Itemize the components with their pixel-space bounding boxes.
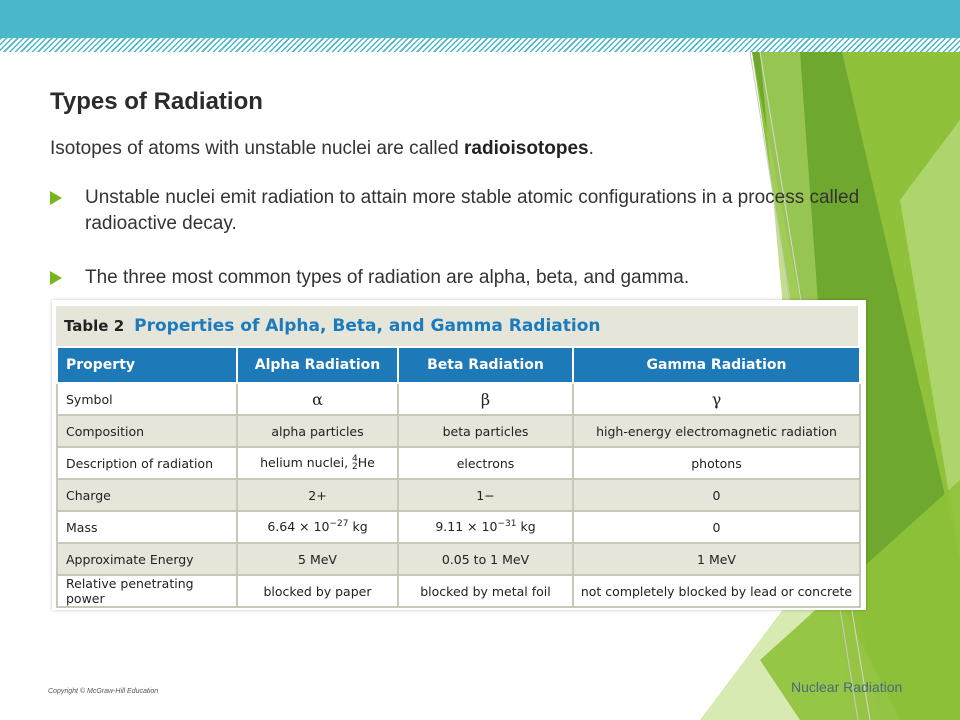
cell-alpha [237, 511, 398, 543]
beta-mass-exponent: −31 [497, 519, 517, 530]
header-beta: Beta Radiation [398, 347, 573, 383]
bullet-text: The three most common types of radiation are alpha, beta, and gamma. [85, 267, 690, 288]
intro-end: . [588, 138, 594, 159]
table-row [57, 575, 860, 607]
bullet-item [50, 265, 905, 291]
table-caption [56, 306, 858, 346]
cell-property: Symbol [57, 383, 237, 415]
cell-property: Composition [57, 415, 237, 447]
alpha-description-text: helium nuclei, [260, 454, 353, 470]
footer-topic: Nuclear Radiation [791, 679, 903, 695]
cell-beta: β [398, 383, 573, 415]
table-row [57, 543, 860, 575]
cell-beta: electrons [398, 447, 573, 479]
cell-gamma: high-energy electromagnetic radiation [573, 415, 860, 447]
cell-alpha: 5 MeV [237, 543, 398, 575]
cell-beta [398, 511, 573, 543]
cell-alpha: α [237, 383, 398, 415]
table-title: Properties of Alpha, Beta, and Gamma Radiation [134, 316, 601, 336]
intro-text: Isotopes of atoms with unstable nuclei are called [50, 138, 465, 159]
cell-gamma: γ [573, 383, 860, 415]
bullet-item [50, 185, 905, 237]
cell-gamma: 0 [573, 511, 860, 543]
cell-gamma: not completely blocked by lead or concrete [573, 575, 860, 607]
table-row [57, 479, 860, 511]
cell-gamma: 0 [573, 479, 860, 511]
cell-property: Approximate Energy [57, 543, 237, 575]
cell-alpha: blocked by paper [237, 575, 398, 607]
cell-property: Charge [57, 479, 237, 511]
atomic-number: 2 [352, 462, 358, 473]
element-symbol: He [357, 454, 375, 470]
cell-beta: beta particles [398, 415, 573, 447]
header-alpha: Alpha Radiation [237, 347, 398, 383]
properties-table [56, 346, 861, 608]
cell-gamma: photons [573, 447, 860, 479]
beta-mass-unit: kg [516, 519, 536, 535]
alpha-mass-unit: kg [348, 519, 368, 535]
bullet-text: Unstable nuclei emit radiation to attain more stable atomic configurations in a process called radioactive decay. [85, 187, 860, 234]
table-number: Table 2 [64, 317, 125, 335]
beta-mass-base: 9.11 × 10 [435, 519, 498, 535]
table-row [57, 415, 860, 447]
intro-paragraph [50, 138, 594, 160]
copyright-notice: Copyright © McGraw-Hill Education [48, 688, 159, 695]
cell-gamma: 1 MeV [573, 543, 860, 575]
bullet-arrow-icon [50, 191, 62, 205]
cell-beta: 1− [398, 479, 573, 511]
cell-beta: 0.05 to 1 MeV [398, 543, 573, 575]
mass-number: 4 [352, 454, 358, 465]
table-header-row [57, 347, 860, 383]
slide-title: Types of Radiation [50, 88, 263, 115]
table-row [57, 383, 860, 415]
alpha-mass-exponent: −27 [329, 519, 349, 530]
header-gamma: Gamma Radiation [573, 347, 860, 383]
bullet-arrow-icon [50, 271, 62, 285]
header-property: Property [57, 347, 237, 383]
cell-alpha: 2+ [237, 479, 398, 511]
properties-table-figure [52, 300, 866, 610]
table-row [57, 447, 860, 479]
table-row [57, 511, 860, 543]
cell-beta: blocked by metal foil [398, 575, 573, 607]
intro-bold-term: radioisotopes [464, 138, 589, 159]
cell-property: Description of radiation [57, 447, 237, 479]
alpha-mass-base: 6.64 × 10 [267, 519, 330, 535]
cell-alpha: alpha particles [237, 415, 398, 447]
cell-property: Mass [57, 511, 237, 543]
cell-property: Relative penetrating power [57, 575, 237, 607]
cell-alpha [237, 447, 398, 479]
